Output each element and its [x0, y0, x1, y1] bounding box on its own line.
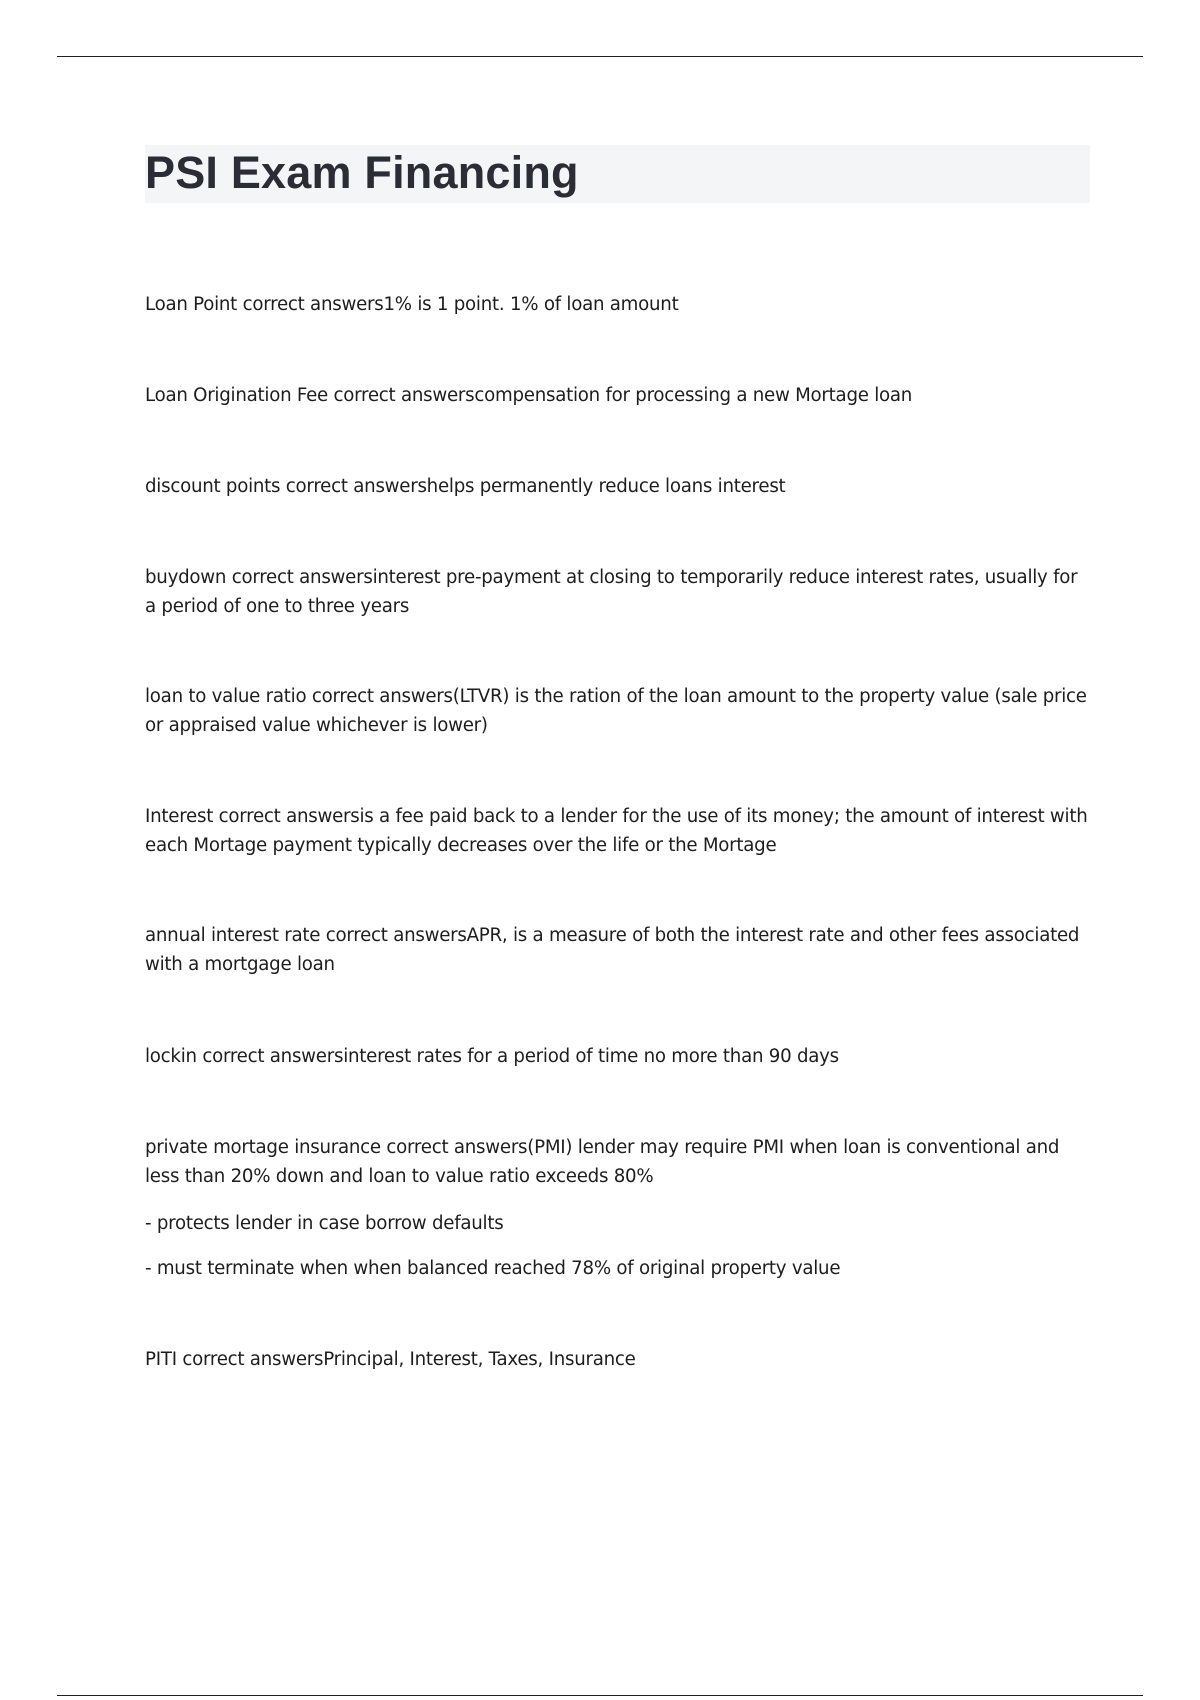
- entry-piti: PITI correct answersPrincipal, Interest, Taxes, Insurance: [145, 1349, 636, 1370]
- entry-loan-point: Loan Point correct answers1% is 1 point. 1% of loan amount: [145, 294, 679, 315]
- entry-loan-origination-fee: Loan Origination Fee correct answerscompensation for processing a new Mortage loan: [145, 385, 913, 406]
- entry-discount-points: discount points correct answershelps permanently reduce loans interest: [145, 476, 786, 497]
- entry-loan-to-value-ratio: loan to value ratio correct answers(LTVR) is the ration of the loan amount to the property value (sale price or appraised value whichever is lower): [145, 686, 1087, 736]
- footer-rule: [57, 1695, 1143, 1696]
- header-rule: [57, 56, 1143, 57]
- entry-interest: Interest correct answersis a fee paid back to a lender for the use of its money; the amount of interest with each Mortage payment typically decreases over the life or the Mortage: [145, 806, 1088, 856]
- document-title: PSI Exam Financing: [145, 147, 579, 198]
- entry-annual-interest-rate: annual interest rate correct answersAPR, is a measure of both the interest rate and other fees associated with a mortgage loan: [145, 925, 1080, 975]
- entry-private-mortage-insurance: private mortage insurance correct answers(PMI) lender may require PMI when loan is conventional and less than 20% down and loan to value ratio exceeds 80%: [145, 1137, 1060, 1187]
- pmi-note-must-terminate: - must terminate when when balanced reached 78% of original property value: [145, 1258, 841, 1279]
- entry-buydown: buydown correct answersinterest pre-payment at closing to temporarily reduce interest rates, usually for a period of one to three years: [145, 567, 1078, 617]
- entry-lockin: lockin correct answersinterest rates for a period of time no more than 90 days: [145, 1046, 839, 1067]
- pmi-note-protects-lender: - protects lender in case borrow defaults: [145, 1213, 504, 1234]
